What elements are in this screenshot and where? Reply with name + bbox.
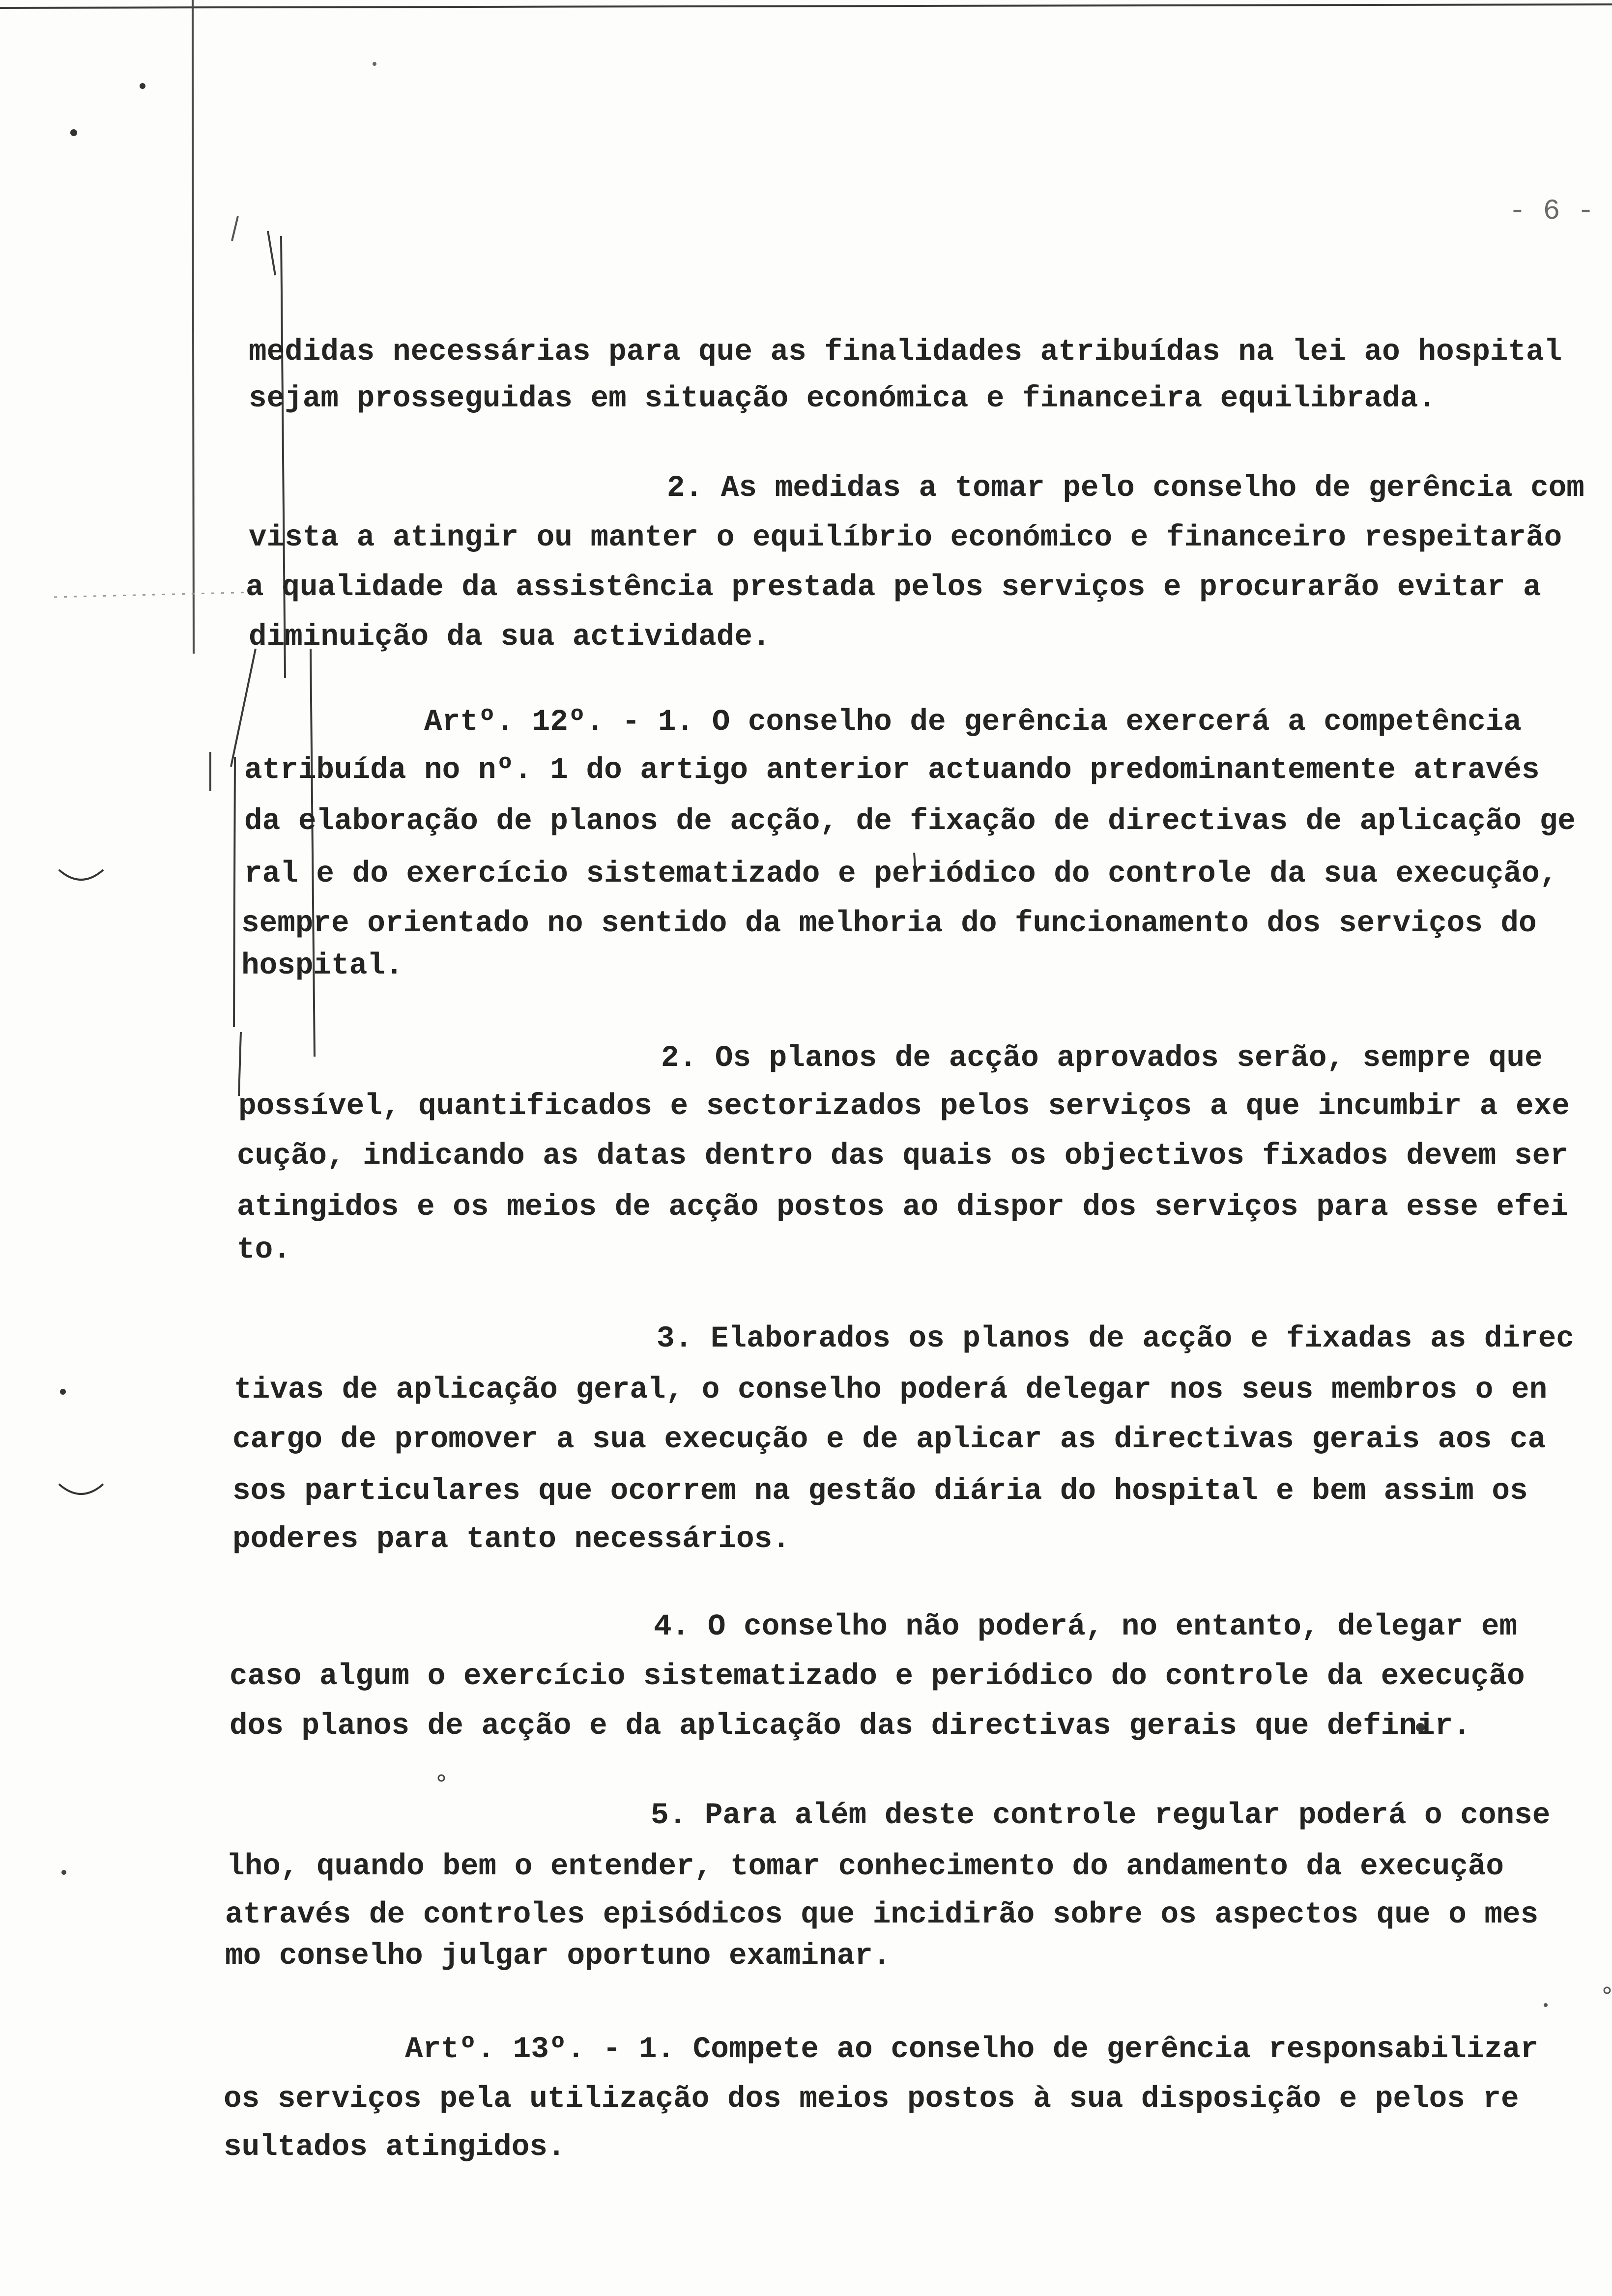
text-line: diminuição da sua actividade. xyxy=(249,620,771,654)
text-line: da elaboração de planos de acção, de fixação de directivas de aplicação ge xyxy=(244,804,1576,838)
speck xyxy=(60,1389,66,1395)
text-line: sultados atingidos. xyxy=(224,2130,566,2164)
text-line: atribuída no nº. 1 do artigo anterior actuando predominantemente através xyxy=(244,753,1540,787)
text-line: Artº. 12º. - 1. O conselho de gerência exercerá a competência xyxy=(424,705,1522,739)
top-border-line xyxy=(0,4,1612,8)
text-line: sos particulares que ocorrem na gestão diária do hospital e bem assim os xyxy=(232,1474,1528,1508)
speck xyxy=(70,129,77,136)
text-line: ral e do exercício sistematizado e periódico do controle da sua execução, xyxy=(244,857,1558,891)
left-margin-line xyxy=(193,0,194,654)
text-line: 2. As medidas a tomar pelo conselho de gerência com xyxy=(667,471,1584,505)
text-line: sejam prosseguidas em situação económica e financeira equilibrada. xyxy=(249,382,1436,416)
speck xyxy=(61,1870,66,1875)
pen-mark xyxy=(231,649,256,767)
faded-dotted-line xyxy=(54,592,256,597)
pen-mark xyxy=(281,236,285,678)
text-line: lho, quando bem o entender, tomar conhecimento do andamento da execução xyxy=(227,1850,1504,1884)
speck xyxy=(1604,1987,1610,1993)
text-line: dos planos de acção e da aplicação das directivas gerais que definir. xyxy=(230,1709,1471,1743)
text-line: 2. Os planos de acção aprovados serão, sempre que xyxy=(661,1041,1543,1075)
page-number: - 6 - xyxy=(1509,196,1595,228)
text-line: vista a atingir ou manter o equilíbrio económico e financeiro respeitarão xyxy=(249,521,1562,555)
text-line: to. xyxy=(237,1233,291,1267)
text-line: hospital. xyxy=(241,949,403,983)
text-line: possível, quantificados e sectorizados pelos serviços a que incumbir a exe xyxy=(238,1090,1570,1123)
text-line: Artº. 13º. - 1. Compete ao conselho de gerência responsabilizar xyxy=(405,2033,1539,2066)
text-line: caso algum o exercício sistematizado e periódico do controle da execução xyxy=(230,1660,1525,1693)
text-line: tivas de aplicação geral, o conselho poderá delegar nos seus membros o en xyxy=(234,1373,1548,1407)
text-line: os serviços pela utilização dos meios postos à sua disposição e pelos re xyxy=(224,2082,1519,2116)
pen-mark xyxy=(311,649,315,1057)
text-line: atingidos e os meios de acção postos ao dispor dos serviços para esse efei xyxy=(237,1190,1568,1224)
text-line: através de controles episódicos que incidirão sobre os aspectos que o mes xyxy=(225,1898,1539,1932)
text-line: a qualidade da assistência prestada pelos serviços e procurarão evitar a xyxy=(246,571,1541,604)
text-line: 4. O conselho não poderá, no entanto, delegar em xyxy=(654,1610,1518,1644)
speck xyxy=(373,62,376,66)
text-line: 3. Elaborados os planos de acção e fixadas as direc xyxy=(657,1322,1574,1356)
pen-mark xyxy=(234,757,235,1027)
pen-mark xyxy=(268,231,275,275)
text-line: poderes para tanto necessários. xyxy=(232,1522,790,1556)
margin-curve-mark xyxy=(59,1484,103,1494)
text-line: mo conselho julgar oportuno examinar. xyxy=(225,1939,891,1973)
speck xyxy=(438,1775,444,1781)
text-line: sempre orientado no sentido da melhoria do funcionamento dos serviços do xyxy=(241,907,1537,941)
speck xyxy=(140,83,145,89)
speck xyxy=(1544,2003,1548,2007)
text-line: cargo de promover a sua execução e de aplicar as directivas gerais aos ca xyxy=(232,1423,1546,1457)
pen-mark xyxy=(239,1032,241,1096)
pen-mark xyxy=(232,216,238,241)
margin-curve-mark xyxy=(59,870,103,880)
text-line: medidas necessárias para que as finalidades atribuídas na lei ao hospital xyxy=(249,335,1562,369)
text-line: cução, indicando as datas dentro das quais os objectivos fixados devem ser xyxy=(237,1139,1568,1173)
text-line: 5. Para além deste controle regular poderá o conse xyxy=(651,1799,1551,1833)
